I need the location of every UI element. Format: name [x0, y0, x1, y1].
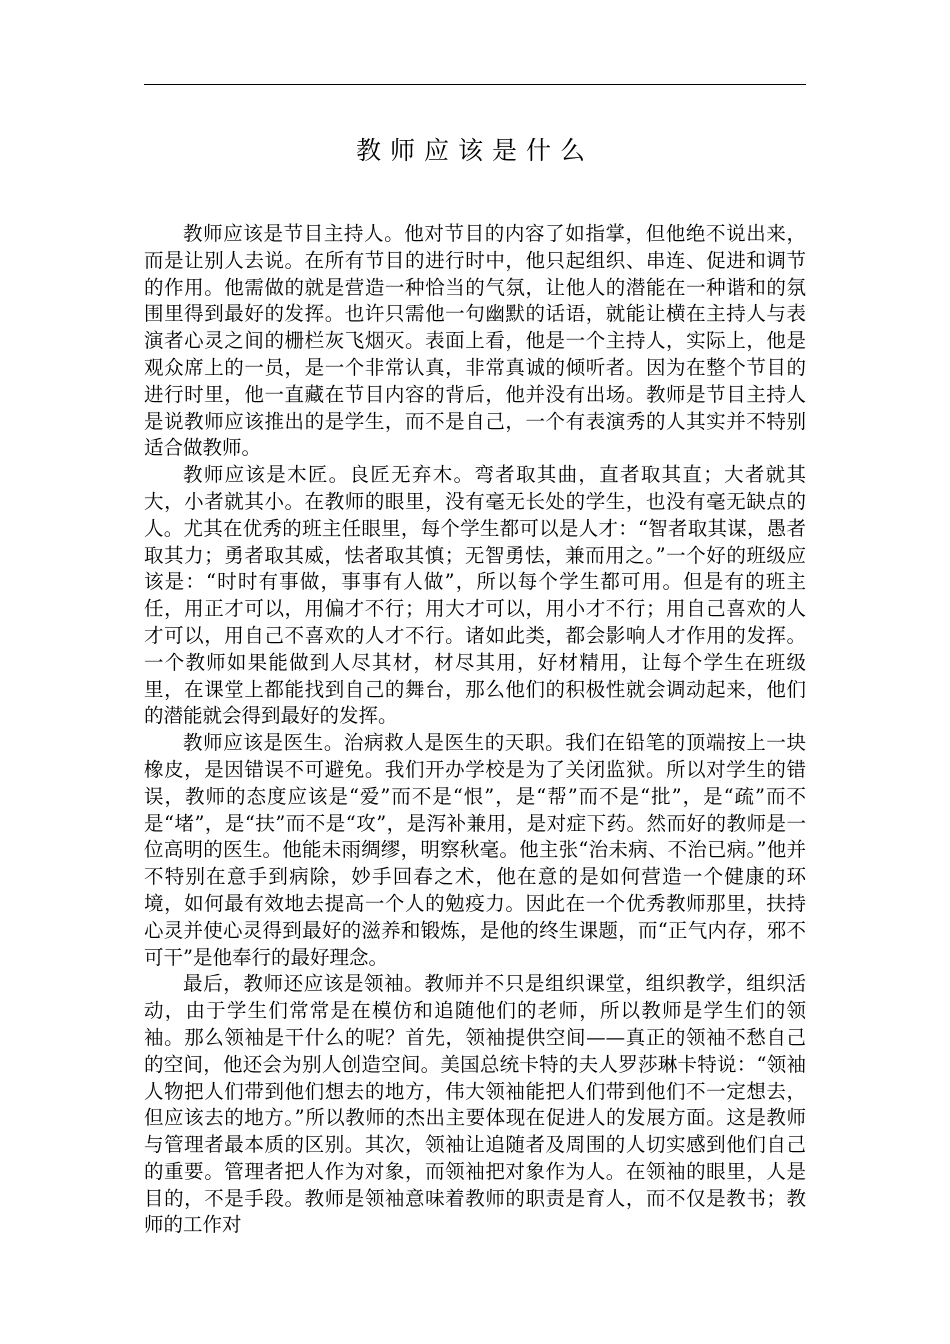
page-title: 教师应该是什么: [355, 136, 594, 165]
header-rule: [144, 84, 806, 85]
paragraph-doctor: 教师应该是医生。治病救人是医生的天职。我们在铅笔的顶端按上一块橡皮，是因错误不可避免。我们开办学校是为了关闭监狱。所以对学生的错误，教师的态度应该是“爱”而不是“恨”，是“帮”而不是“批”，是“疏”而不是“堵”，是“扶”而不是“攻”，是泻补兼用，是对症下药。然而好的教师是一位高明的医生。他能未雨绸缪，明察秋毫。他主张“治未病、不治已病。”他并不特别在意手到病除，妙手回春之术，他在意的是如何营造一个健康的环境，如何最有效地去提高一个人的勉疫力。因此在一个优秀教师那里，扶持心灵并使心灵得到最好的滋养和锻炼，是他的终生课题，而“正气内存，邪不可干”是他奉行的最好理念。: [144, 731, 806, 969]
paragraph-host: 教师应该是节目主持人。他对节目的内容了如指掌，但他绝不说出来，而是让别人去说。在所有节目的进行时中，他只起组织、串连、促进和调节的作用。他需做的就是营造一种恰当的气氛，让他人的潜能在一种谐和的氛围里得到最好的发挥。也许只需他一句幽默的话语，就能让横在主持人与表演者心灵之间的栅栏灰飞烟灭。表面上看，他是一个主持人，实际上，他是观众席上的一员，是一个非常认真，非常真诚的倾听者。因为在整个节目的进行时里，他一直藏在节目内容的背后，他并没有出场。教师是节目主持人是说教师应该推出的是学生，而不是自己，一个有表演秀的人其实并不特别适合做教师。: [144, 222, 806, 460]
paragraph-leader: 最后，教师还应该是领袖。教师并不只是组织课堂，组织教学，组织活动，由于学生们常常是在模仿和追随他们的老师，所以教师是学生们的领袖。那么领袖是干什么的呢？首先，领袖提供空间——真正的领袖不愁自己的空间，他还会为别人创造空间。美国总统卡特的夫人罗莎琳卡特说：“领袖人物把人们带到他们想去的地方，伟大领袖能把人们带到他们不一定想去，但应该去的地方。”所以教师的杰出主要体现在促进人的发展方面。这是教师与管理者最本质的区别。其次，领袖让追随者及周围的人切实感到他们自己的重要。管理者把人作为对象，而领袖把对象作为人。在领袖的眼里，人是目的，不是手段。教师是领袖意味着教师的职责是育人，而不仅是教书；教师的工作对: [144, 972, 806, 1237]
paragraph-carpenter: 教师应该是木匠。良匠无弃木。弯者取其曲，直者取其直；大者就其大，小者就其小。在教师的眼里，没有毫无长处的学生，也没有毫无缺点的人。尤其在优秀的班主任眼里，每个学生都可以是人才：“智者取其谋，愚者取其力；勇者取其威，怯者取其慎；无智勇怯，兼而用之。”一个好的班级应该是：“时时有事做，事事有人做”，所以每个学生都可用。但是有的班主任，用正才可以，用偏才不行；用大才可以，用小才不行；用自己喜欢的人才可以，用自己不喜欢的人才不行。诸如此类，都会影响人才作用的发挥。一个教师如果能做到人尽其材，材尽其用，好材精用，让每个学生在班级里，在课堂上都能找到自己的舞台，那么他们的积极性就会调动起来，他们的潜能就会得到最好的发挥。: [144, 463, 806, 728]
document-body: [144, 221, 806, 1239]
